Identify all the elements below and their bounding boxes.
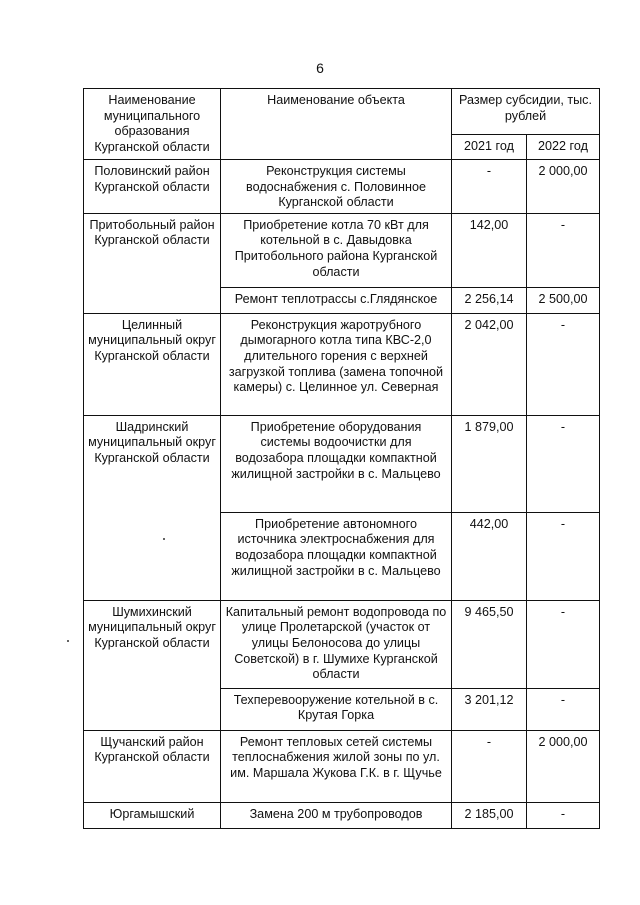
value-2022-cell: - [527, 415, 600, 512]
municipality-cell: Шумихинский муниципальный округ Курганской области [84, 600, 221, 730]
municipality-cell: Притобольный район Курганской области [84, 213, 221, 313]
municipality-cell: Половинский район Курганской области [84, 160, 221, 214]
table-row [84, 313, 600, 415]
object-cell: Реконструкция системы водоснабжения с. Половинное Курганской области [221, 160, 452, 214]
page-number: 6 [316, 60, 324, 76]
value-2021-cell: 442,00 [452, 512, 527, 600]
header-object: Наименование объекта [221, 89, 452, 160]
value-2022-cell: 2 500,00 [527, 287, 600, 313]
value-2021-cell: 3 201,12 [452, 688, 527, 730]
value-2021-cell: 2 185,00 [452, 802, 527, 828]
value-2021-cell: 2 042,00 [452, 313, 527, 415]
table-row [84, 730, 600, 802]
value-2022-cell: 2 000,00 [527, 160, 600, 214]
value-2022-cell: - [527, 802, 600, 828]
value-2021-cell: 9 465,50 [452, 600, 527, 688]
table-row [84, 600, 600, 688]
value-2021-cell: - [452, 160, 527, 214]
object-cell: Ремонт теплотрассы с.Глядянское [221, 287, 452, 313]
header-subsidy: Размер субсидии, тыс. рублей [452, 89, 600, 135]
value-2021-cell: - [452, 730, 527, 802]
header-municipality: Наименование муниципального образования Курганской области [84, 89, 221, 160]
object-cell: Капитальный ремонт водопровода по улице Пролетарской (участок от улицы Белоносова до улицы Советской) в г. Шумихе Курганской области [221, 600, 452, 688]
object-cell: Замена 200 м трубопроводов [221, 802, 452, 828]
value-2022-cell: - [527, 688, 600, 730]
object-cell: Техперевооружение котельной в с. Крутая Горка [221, 688, 452, 730]
table-row [84, 802, 600, 828]
value-2022-cell: - [527, 313, 600, 415]
object-cell: Ремонт тепловых сетей системы теплоснабжения жилой зоны по ул. им. Маршала Жукова Г.К. в г. Щучье [221, 730, 452, 802]
value-2022-cell: - [527, 600, 600, 688]
value-2022-cell: 2 000,00 [527, 730, 600, 802]
object-cell: Приобретение автономного источника электроснабжения для водозабора площадки компактной жилищной застройки в с. Мальцево [221, 512, 452, 600]
table-row [84, 415, 600, 512]
object-cell: Реконструкция жаротрубного дымогарного котла типа КВС-2,0 длительного горения с верхней загрузкой топлива (замена топочной камеры) с. Целинное ул. Северная [221, 313, 452, 415]
value-2021-cell: 2 256,14 [452, 287, 527, 313]
scan-speck [163, 538, 165, 540]
municipality-cell: Щучанский район Курганской области [84, 730, 221, 802]
value-2021-cell: 1 879,00 [452, 415, 527, 512]
header-year-2022: 2022 год [527, 135, 600, 160]
object-cell: Приобретение котла 70 кВт для котельной в с. Давыдовка Притобольного района Курганской области [221, 213, 452, 287]
object-cell: Приобретение оборудования системы водоочистки для водозабора площадки компактной жилищной застройки в с. Мальцево [221, 415, 452, 512]
value-2022-cell: - [527, 213, 600, 287]
table-row [84, 160, 600, 214]
scan-speck [67, 640, 69, 642]
municipality-cell: Целинный муниципальный округ Курганской области [84, 313, 221, 415]
municipality-cell: Шадринский муниципальный округ Курганской области [84, 415, 221, 600]
subsidy-table [83, 88, 600, 829]
header-row [84, 89, 600, 135]
header-year-2021: 2021 год [452, 135, 527, 160]
municipality-cell: Юргамышский [84, 802, 221, 828]
value-2022-cell: - [527, 512, 600, 600]
value-2021-cell: 142,00 [452, 213, 527, 287]
table-row [84, 213, 600, 287]
